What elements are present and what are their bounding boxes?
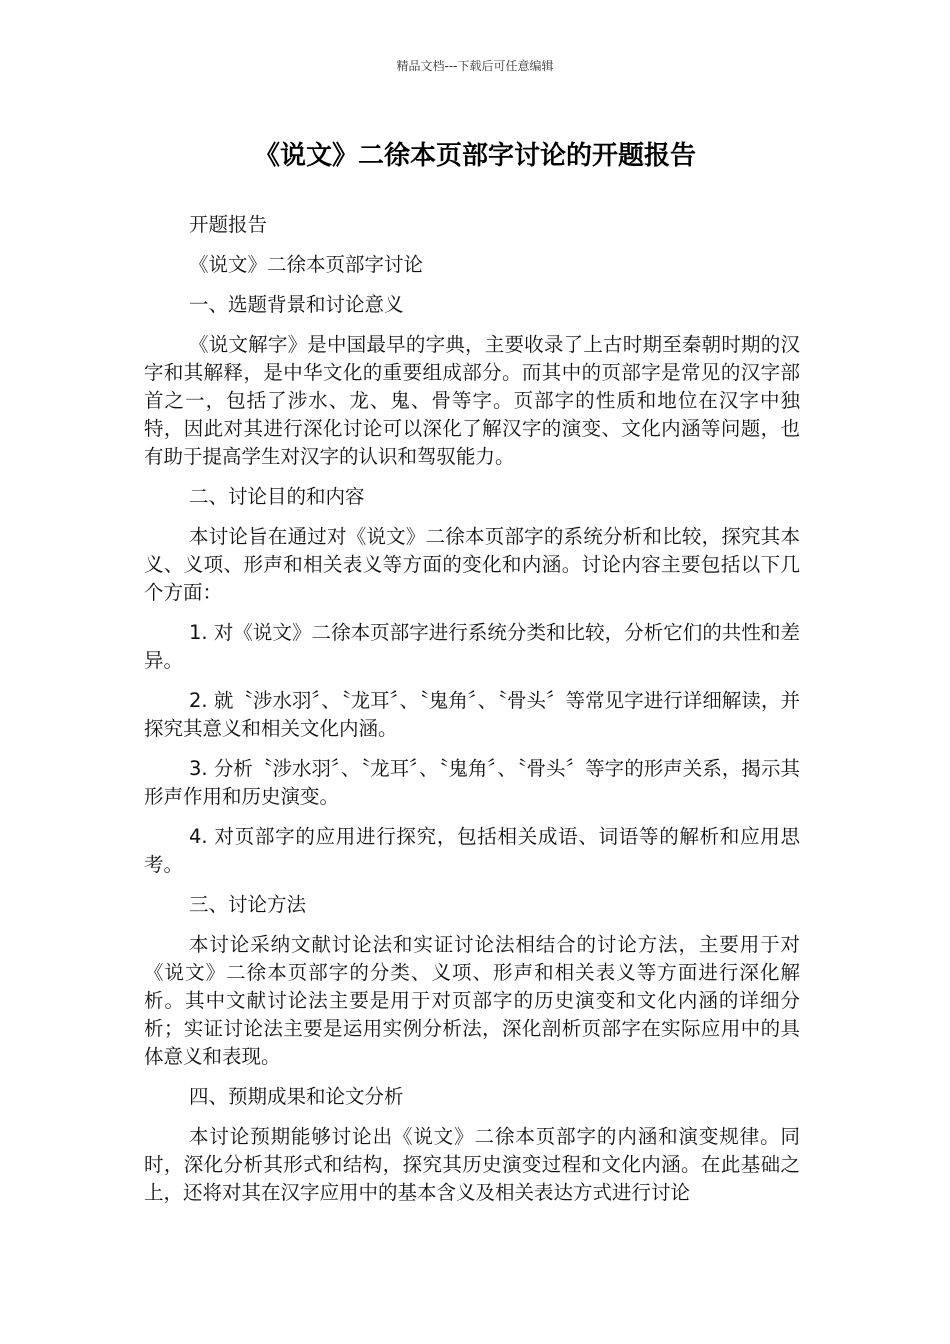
paragraph-method: 本讨论采纳文献讨论法和实证讨论法相结合的讨论方法，主要用于对《说文》二徐本页部字的分类、义项、形声和相关表义等方面进行深化解析。其中文献讨论法主要是用于对页部字的历史演变和文化内涵的详细分析；实证讨论法主要是运用实例分析法，深化剖析页部字在实际应用中的具体意义和表现。 (144, 933, 800, 1068)
document-body (144, 211, 800, 1219)
document-title: 《说文》二徐本页部字讨论的开题报告 (253, 141, 696, 171)
paragraph-background: 《说文解字》是中国最早的字典，主要收录了上古时期至秦朝时期的汉字和其解释，是中华文化的重要组成部分。而其中的页部字是常见的汉字部首之一，包括了涉水、龙、鬼、骨等字。页部字的性质和地位在汉字中独特，因此对其进行深化讨论可以深化了解汉字的演变、文化内涵等问题，也有助于提高学生对汉字的认识和驾驭能力。 (144, 333, 800, 468)
paragraph-purpose: 本讨论旨在通过对《说文》二徐本页部字的系统分析和比较，探究其本义、义项、形声和相关表义等方面的变化和内涵。讨论内容主要包括以下几个方面： (144, 525, 800, 604)
list-item-3: 3. 分析〝涉水羽〞、〝龙耳〞、〝鬼角〞、〝骨头〞等字的形声关系，揭示其形声作用和历史演变。 (144, 757, 800, 808)
paragraph-expected-results: 本讨论预期能够讨论出《说文》二徐本页部字的内涵和演变规律。同时，深化分析其形式和结构，探究其历史演变过程和文化内涵。在此基础之上，还将对其在汉字应用中的基本含义及相关表达方式进行讨论 (144, 1125, 800, 1204)
section-heading-4: 四、预期成果和论文分析 (189, 1085, 404, 1108)
header-note: 精品文档---下载后可任意编辑 (396, 59, 554, 73)
section-heading-1: 一、选题背景和讨论意义 (189, 293, 404, 316)
list-item-1: 1. 对《说文》二徐本页部字进行系统分类和比较，分析它们的共性和差异。 (144, 621, 800, 672)
list-item-4: 4. 对页部字的应用进行探究，包括相关成语、词语等的解析和应用思考。 (144, 825, 800, 876)
list-item-2: 2. 就〝涉水羽〞、〝龙耳〞、〝鬼角〞、〝骨头〞等常见字进行详细解读，并探究其意义和相关文化内涵。 (144, 689, 800, 740)
section-heading-2: 二、讨论目的和内容 (189, 485, 365, 508)
paragraph-label: 开题报告 (189, 213, 268, 236)
paragraph-subtitle: 《说文》二徐本页部字讨论 (189, 253, 424, 276)
section-heading-3: 三、讨论方法 (189, 893, 307, 916)
